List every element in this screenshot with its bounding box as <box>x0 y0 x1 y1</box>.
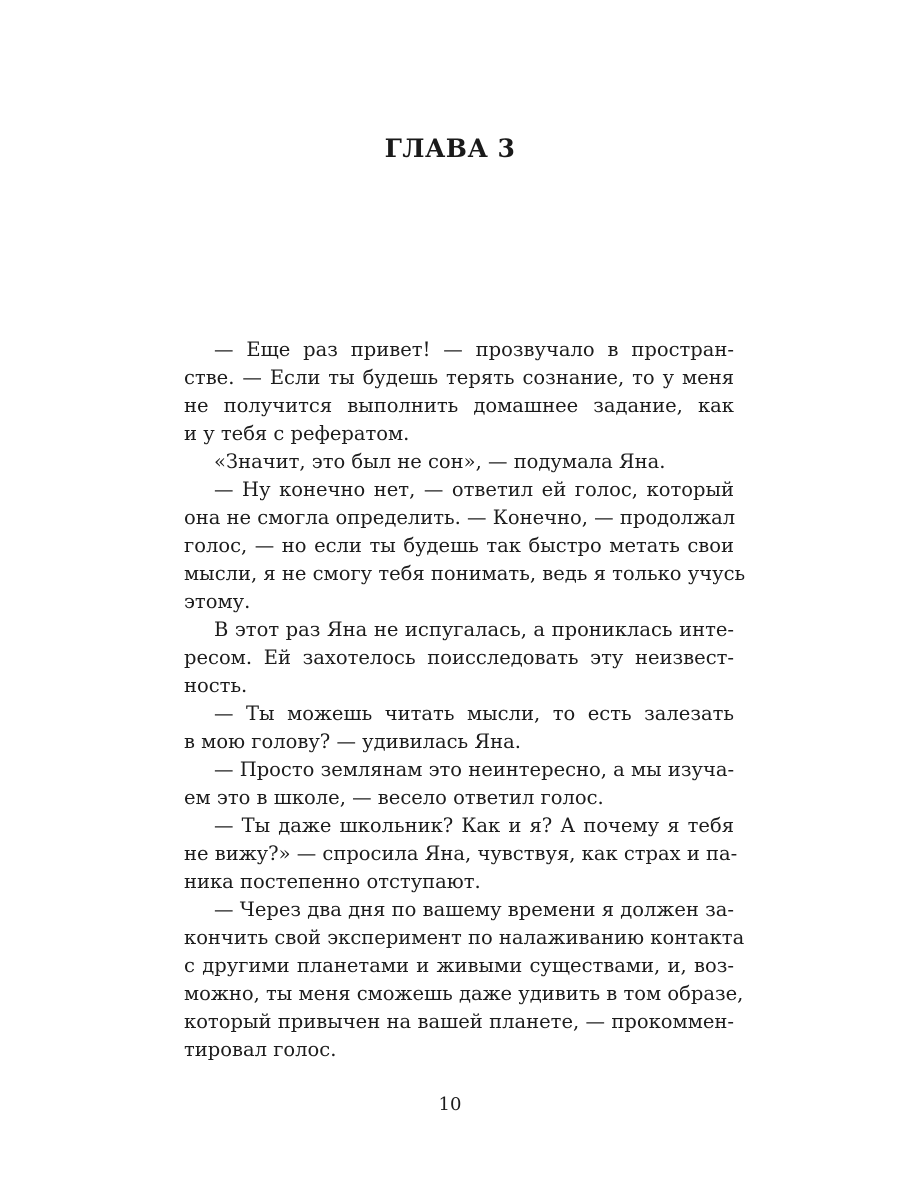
text-line: — Еще раз привет! — прозвучало в простран- <box>214 338 734 361</box>
text-line: голос, — но если ты будешь так быстро метать свои <box>184 534 734 557</box>
text-line: мысли, я не смогу тебя понимать, ведь я только учусь <box>184 562 746 585</box>
text-line: стве. — Если ты будешь терять сознание, то у меня <box>184 366 734 389</box>
text-line: кончить свой эксперимент по налаживанию контакта <box>184 926 745 949</box>
text-line: ем это в школе, — весело ответил голос. <box>184 786 604 809</box>
text-line: этому. <box>184 590 251 613</box>
page-number: 10 <box>438 1094 462 1115</box>
text-line: с другими планетами и живыми существами, и, воз- <box>184 954 734 977</box>
text-line: не вижу?» — спросила Яна, чувствуя, как страх и па- <box>184 842 738 865</box>
text-line: — Ты можешь читать мысли, то есть залезать <box>214 702 734 725</box>
text-line: в мою голову? — удивилась Яна. <box>184 730 521 753</box>
text-line: — Через два дня по вашему времени я должен за- <box>214 898 734 921</box>
body-text <box>184 336 746 1064</box>
text-line: можно, ты меня сможешь даже удивить в том образе, <box>184 982 744 1005</box>
text-line: — Просто землянам это неинтересно, а мы изуча- <box>214 758 735 781</box>
text-line: ника постепенно отступают. <box>184 870 481 893</box>
text-line: она не смогла определить. — Конечно, — продолжал <box>184 506 736 529</box>
text-line: В этот раз Яна не испугалась, а прониклась инте- <box>214 618 734 641</box>
text-line: ресом. Ей захотелось поисследовать эту неизвест- <box>184 646 734 669</box>
text-line: — Ну конечно нет, — ответил ей голос, который <box>214 478 734 501</box>
text-line: «Значит, это был не сон», — подумала Яна. <box>214 450 666 473</box>
chapter-title: ГЛАВА 3 <box>384 134 516 163</box>
text-line: не получится выполнить домашнее задание, как <box>184 394 734 417</box>
text-line: который привычен на вашей планете, — прокоммен- <box>184 1010 734 1033</box>
text-line: — Ты даже школьник? Как и я? А почему я тебя <box>214 814 734 837</box>
text-line: и у тебя с рефератом. <box>184 422 410 445</box>
text-line: ность. <box>184 674 248 697</box>
text-line: тировал голос. <box>184 1038 337 1061</box>
